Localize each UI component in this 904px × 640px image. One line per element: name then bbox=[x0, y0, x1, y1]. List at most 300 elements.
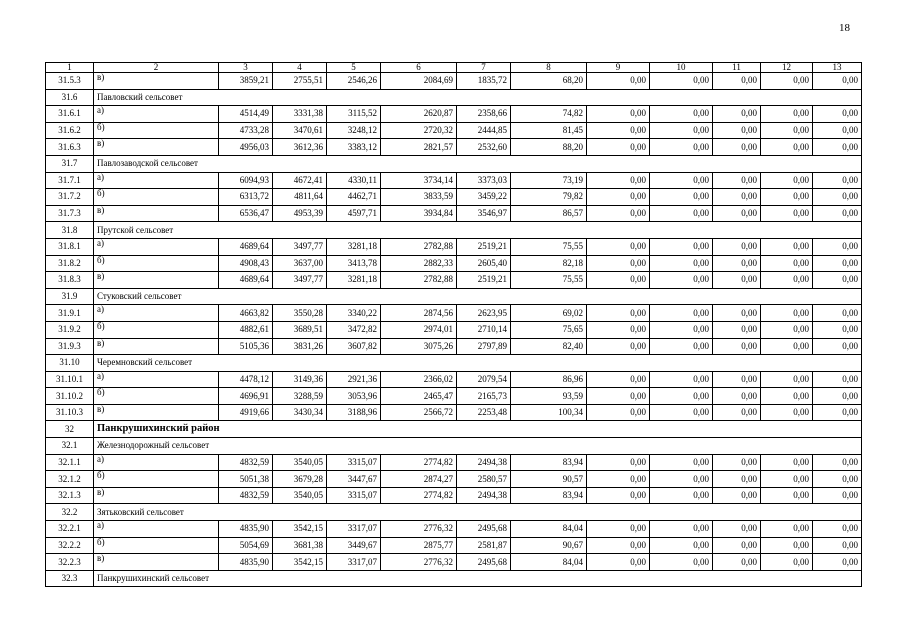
value-cell: 3546,97 bbox=[457, 205, 511, 222]
row-code: 31.6.1 bbox=[46, 106, 94, 123]
value-cell: 2776,32 bbox=[381, 554, 457, 571]
row-code: 31.8.2 bbox=[46, 255, 94, 272]
value-cell: 74,82 bbox=[511, 106, 587, 123]
value-cell: 3315,07 bbox=[327, 487, 381, 504]
value-cell: 2532,60 bbox=[457, 139, 511, 156]
column-header: 2 bbox=[94, 63, 219, 73]
value-cell: 75,55 bbox=[511, 238, 587, 255]
value-cell: 4696,91 bbox=[219, 388, 273, 405]
value-cell: 0,00 bbox=[587, 172, 650, 189]
value-cell: 3607,82 bbox=[327, 338, 381, 355]
value-cell: 0,00 bbox=[761, 255, 813, 272]
value-cell: 0,00 bbox=[713, 73, 761, 90]
value-cell: 3373,03 bbox=[457, 172, 511, 189]
column-header: 11 bbox=[713, 63, 761, 73]
row-variant-label: в) bbox=[94, 139, 219, 156]
value-cell: 0,00 bbox=[761, 404, 813, 421]
value-cell: 3331,38 bbox=[273, 106, 327, 123]
row-code: 31.9 bbox=[46, 288, 94, 305]
group-header-row bbox=[46, 288, 862, 305]
value-cell: 3340,22 bbox=[327, 305, 381, 322]
row-variant-label: а) bbox=[94, 172, 219, 189]
row-variant-label: б) bbox=[94, 321, 219, 338]
value-cell: 2882,33 bbox=[381, 255, 457, 272]
value-cell: 4919,66 bbox=[219, 404, 273, 421]
value-cell: 2720,32 bbox=[381, 122, 457, 139]
value-cell: 90,67 bbox=[511, 537, 587, 554]
table-row bbox=[46, 521, 862, 538]
value-cell: 0,00 bbox=[650, 338, 713, 355]
value-cell: 0,00 bbox=[587, 305, 650, 322]
value-cell: 0,00 bbox=[813, 73, 862, 90]
value-cell: 2366,02 bbox=[381, 371, 457, 388]
value-cell: 2494,38 bbox=[457, 487, 511, 504]
value-cell: 2581,87 bbox=[457, 537, 511, 554]
value-cell: 3833,59 bbox=[381, 189, 457, 206]
value-cell: 0,00 bbox=[713, 404, 761, 421]
value-cell: 0,00 bbox=[713, 255, 761, 272]
value-cell: 0,00 bbox=[650, 172, 713, 189]
value-cell: 3459,22 bbox=[457, 189, 511, 206]
value-cell: 3497,77 bbox=[273, 238, 327, 255]
value-cell: 3383,12 bbox=[327, 139, 381, 156]
value-cell: 2620,87 bbox=[381, 106, 457, 123]
value-cell: 0,00 bbox=[650, 305, 713, 322]
tariff-table bbox=[45, 62, 862, 587]
value-cell: 0,00 bbox=[713, 554, 761, 571]
table-body bbox=[46, 73, 862, 587]
value-cell: 2444,85 bbox=[457, 122, 511, 139]
row-code: 31.6 bbox=[46, 89, 94, 106]
value-cell: 3281,18 bbox=[327, 272, 381, 289]
settlement-title: Железнодорожный сельсовет bbox=[94, 438, 862, 455]
value-cell: 0,00 bbox=[713, 172, 761, 189]
settlement-title: Зятьковский сельсовет bbox=[94, 504, 862, 521]
column-header: 6 bbox=[381, 63, 457, 73]
value-cell: 2519,21 bbox=[457, 238, 511, 255]
row-code: 31.7.3 bbox=[46, 205, 94, 222]
group-header-row bbox=[46, 89, 862, 106]
value-cell: 0,00 bbox=[713, 272, 761, 289]
value-cell: 2580,57 bbox=[457, 471, 511, 488]
value-cell: 0,00 bbox=[587, 272, 650, 289]
table-row bbox=[46, 172, 862, 189]
value-cell: 2782,88 bbox=[381, 238, 457, 255]
value-cell: 0,00 bbox=[587, 371, 650, 388]
value-cell: 6094,93 bbox=[219, 172, 273, 189]
value-cell: 4882,61 bbox=[219, 321, 273, 338]
group-header-row bbox=[46, 504, 862, 521]
value-cell: 4597,71 bbox=[327, 205, 381, 222]
value-cell: 3542,15 bbox=[273, 554, 327, 571]
value-cell: 0,00 bbox=[587, 122, 650, 139]
value-cell: 75,65 bbox=[511, 321, 587, 338]
value-cell: 3831,26 bbox=[273, 338, 327, 355]
value-cell: 0,00 bbox=[650, 454, 713, 471]
value-cell: 0,00 bbox=[713, 471, 761, 488]
table-row bbox=[46, 106, 862, 123]
value-cell: 4956,03 bbox=[219, 139, 273, 156]
value-cell: 3681,38 bbox=[273, 537, 327, 554]
row-variant-label: в) bbox=[94, 272, 219, 289]
value-cell: 3430,34 bbox=[273, 404, 327, 421]
value-cell: 3281,18 bbox=[327, 238, 381, 255]
value-cell: 3540,05 bbox=[273, 454, 327, 471]
value-cell: 0,00 bbox=[813, 122, 862, 139]
value-cell: 0,00 bbox=[761, 205, 813, 222]
value-cell: 0,00 bbox=[587, 321, 650, 338]
value-cell: 82,40 bbox=[511, 338, 587, 355]
table-row bbox=[46, 73, 862, 90]
value-cell: 86,57 bbox=[511, 205, 587, 222]
value-cell: 0,00 bbox=[587, 205, 650, 222]
value-cell: 2084,69 bbox=[381, 73, 457, 90]
table-row bbox=[46, 404, 862, 421]
row-variant-label: а) bbox=[94, 238, 219, 255]
value-cell: 0,00 bbox=[761, 122, 813, 139]
value-cell: 0,00 bbox=[650, 139, 713, 156]
row-variant-label: в) bbox=[94, 487, 219, 504]
group-header-row bbox=[46, 155, 862, 172]
row-code: 32.1.3 bbox=[46, 487, 94, 504]
value-cell: 4462,71 bbox=[327, 189, 381, 206]
value-cell: 2774,82 bbox=[381, 454, 457, 471]
value-cell: 0,00 bbox=[813, 554, 862, 571]
value-cell: 68,20 bbox=[511, 73, 587, 90]
value-cell: 0,00 bbox=[650, 321, 713, 338]
value-cell: 6313,72 bbox=[219, 189, 273, 206]
row-variant-label: а) bbox=[94, 521, 219, 538]
column-header: 1 bbox=[46, 63, 94, 73]
value-cell: 83,94 bbox=[511, 487, 587, 504]
value-cell: 3053,96 bbox=[327, 388, 381, 405]
value-cell: 0,00 bbox=[650, 189, 713, 206]
row-variant-label: б) bbox=[94, 122, 219, 139]
district-title: Панкрушихинский район bbox=[94, 421, 862, 438]
column-header: 8 bbox=[511, 63, 587, 73]
value-cell: 2358,66 bbox=[457, 106, 511, 123]
value-cell: 2874,56 bbox=[381, 305, 457, 322]
value-cell: 3472,82 bbox=[327, 321, 381, 338]
value-cell: 0,00 bbox=[587, 537, 650, 554]
value-cell: 3149,36 bbox=[273, 371, 327, 388]
row-variant-label: б) bbox=[94, 189, 219, 206]
value-cell: 2974,01 bbox=[381, 321, 457, 338]
value-cell: 2797,89 bbox=[457, 338, 511, 355]
value-cell: 0,00 bbox=[761, 471, 813, 488]
value-cell: 5054,69 bbox=[219, 537, 273, 554]
value-cell: 0,00 bbox=[587, 487, 650, 504]
value-cell: 0,00 bbox=[650, 205, 713, 222]
value-cell: 2495,68 bbox=[457, 554, 511, 571]
value-cell: 3075,26 bbox=[381, 338, 457, 355]
row-variant-label: б) bbox=[94, 471, 219, 488]
value-cell: 3734,14 bbox=[381, 172, 457, 189]
value-cell: 0,00 bbox=[650, 106, 713, 123]
value-cell: 2710,14 bbox=[457, 321, 511, 338]
value-cell: 0,00 bbox=[713, 205, 761, 222]
table-row bbox=[46, 454, 862, 471]
settlement-title: Прутской сельсовет bbox=[94, 222, 862, 239]
value-cell: 2874,27 bbox=[381, 471, 457, 488]
column-header: 9 bbox=[587, 63, 650, 73]
value-cell: 3470,61 bbox=[273, 122, 327, 139]
row-code: 31.8 bbox=[46, 222, 94, 239]
value-cell: 3540,05 bbox=[273, 487, 327, 504]
row-code: 32.2.2 bbox=[46, 537, 94, 554]
row-code: 32 bbox=[46, 421, 94, 438]
value-cell: 3288,59 bbox=[273, 388, 327, 405]
value-cell: 0,00 bbox=[587, 73, 650, 90]
value-cell: 0,00 bbox=[650, 255, 713, 272]
value-cell: 0,00 bbox=[713, 537, 761, 554]
value-cell: 0,00 bbox=[761, 487, 813, 504]
value-cell: 2519,21 bbox=[457, 272, 511, 289]
settlement-title: Черемновский сельсовет bbox=[94, 355, 862, 372]
row-variant-label: в) bbox=[94, 73, 219, 90]
value-cell: 0,00 bbox=[713, 106, 761, 123]
value-cell: 88,20 bbox=[511, 139, 587, 156]
value-cell: 2821,57 bbox=[381, 139, 457, 156]
column-header: 3 bbox=[219, 63, 273, 73]
row-code: 31.8.3 bbox=[46, 272, 94, 289]
column-header: 5 bbox=[327, 63, 381, 73]
value-cell: 79,82 bbox=[511, 189, 587, 206]
value-cell: 0,00 bbox=[713, 338, 761, 355]
value-cell: 2566,72 bbox=[381, 404, 457, 421]
table-row bbox=[46, 338, 862, 355]
group-header-row bbox=[46, 222, 862, 239]
value-cell: 86,96 bbox=[511, 371, 587, 388]
row-code: 31.10.1 bbox=[46, 371, 94, 388]
value-cell: 0,00 bbox=[650, 471, 713, 488]
value-cell: 0,00 bbox=[587, 139, 650, 156]
row-code: 31.5.3 bbox=[46, 73, 94, 90]
value-cell: 2774,82 bbox=[381, 487, 457, 504]
row-code: 31.7 bbox=[46, 155, 94, 172]
value-cell: 0,00 bbox=[650, 272, 713, 289]
row-variant-label: а) bbox=[94, 371, 219, 388]
value-cell: 82,18 bbox=[511, 255, 587, 272]
value-cell: 3859,21 bbox=[219, 73, 273, 90]
value-cell: 2465,47 bbox=[381, 388, 457, 405]
row-code: 31.9.1 bbox=[46, 305, 94, 322]
settlement-title: Павлозаводской сельсовет bbox=[94, 155, 862, 172]
value-cell: 5051,38 bbox=[219, 471, 273, 488]
value-cell: 2875,77 bbox=[381, 537, 457, 554]
value-cell: 2253,48 bbox=[457, 404, 511, 421]
value-cell: 0,00 bbox=[813, 305, 862, 322]
value-cell: 0,00 bbox=[587, 106, 650, 123]
table-row bbox=[46, 272, 862, 289]
value-cell: 3612,36 bbox=[273, 139, 327, 156]
value-cell: 0,00 bbox=[813, 471, 862, 488]
value-cell: 0,00 bbox=[587, 404, 650, 421]
value-cell: 73,19 bbox=[511, 172, 587, 189]
value-cell: 4689,64 bbox=[219, 272, 273, 289]
value-cell: 0,00 bbox=[587, 338, 650, 355]
value-cell: 0,00 bbox=[813, 172, 862, 189]
page-number: 18 bbox=[839, 22, 850, 34]
value-cell: 0,00 bbox=[813, 205, 862, 222]
value-cell: 6536,47 bbox=[219, 205, 273, 222]
value-cell: 3637,00 bbox=[273, 255, 327, 272]
row-variant-label: а) bbox=[94, 106, 219, 123]
value-cell: 2623,95 bbox=[457, 305, 511, 322]
value-cell: 0,00 bbox=[713, 371, 761, 388]
value-cell: 2494,38 bbox=[457, 454, 511, 471]
row-code: 31.9.3 bbox=[46, 338, 94, 355]
row-code: 31.6.2 bbox=[46, 122, 94, 139]
value-cell: 3315,07 bbox=[327, 454, 381, 471]
value-cell: 0,00 bbox=[650, 122, 713, 139]
value-cell: 3934,84 bbox=[381, 205, 457, 222]
group-header-row bbox=[46, 570, 862, 587]
column-header: 7 bbox=[457, 63, 511, 73]
table-row bbox=[46, 554, 862, 571]
row-variant-label: б) bbox=[94, 388, 219, 405]
value-cell: 0,00 bbox=[713, 189, 761, 206]
value-cell: 0,00 bbox=[713, 521, 761, 538]
value-cell: 0,00 bbox=[761, 139, 813, 156]
value-cell: 0,00 bbox=[713, 122, 761, 139]
value-cell: 2921,36 bbox=[327, 371, 381, 388]
value-cell: 4689,64 bbox=[219, 238, 273, 255]
value-cell: 0,00 bbox=[761, 388, 813, 405]
value-cell: 2776,32 bbox=[381, 521, 457, 538]
value-cell: 2782,88 bbox=[381, 272, 457, 289]
settlement-title: Стуковский сельсовет bbox=[94, 288, 862, 305]
value-cell: 0,00 bbox=[650, 371, 713, 388]
row-code: 32.3 bbox=[46, 570, 94, 587]
value-cell: 0,00 bbox=[650, 404, 713, 421]
value-cell: 0,00 bbox=[761, 537, 813, 554]
section-header-row bbox=[46, 421, 862, 438]
group-header-row bbox=[46, 438, 862, 455]
value-cell: 4733,28 bbox=[219, 122, 273, 139]
value-cell: 0,00 bbox=[813, 388, 862, 405]
table-row bbox=[46, 255, 862, 272]
value-cell: 0,00 bbox=[650, 388, 713, 405]
value-cell: 0,00 bbox=[813, 454, 862, 471]
value-cell: 2495,68 bbox=[457, 521, 511, 538]
value-cell: 0,00 bbox=[813, 238, 862, 255]
value-cell: 93,59 bbox=[511, 388, 587, 405]
value-cell: 0,00 bbox=[650, 554, 713, 571]
value-cell: 0,00 bbox=[761, 305, 813, 322]
value-cell: 3413,78 bbox=[327, 255, 381, 272]
row-code: 32.1 bbox=[46, 438, 94, 455]
value-cell: 0,00 bbox=[713, 238, 761, 255]
value-cell: 4663,82 bbox=[219, 305, 273, 322]
value-cell: 0,00 bbox=[813, 338, 862, 355]
row-variant-label: б) bbox=[94, 537, 219, 554]
table-row bbox=[46, 122, 862, 139]
value-cell: 90,57 bbox=[511, 471, 587, 488]
value-cell: 0,00 bbox=[587, 255, 650, 272]
table-row bbox=[46, 305, 862, 322]
value-cell: 0,00 bbox=[813, 189, 862, 206]
value-cell: 0,00 bbox=[587, 454, 650, 471]
value-cell: 0,00 bbox=[813, 272, 862, 289]
value-cell: 0,00 bbox=[650, 487, 713, 504]
group-header-row bbox=[46, 355, 862, 372]
row-code: 32.1.2 bbox=[46, 471, 94, 488]
row-code: 32.1.1 bbox=[46, 454, 94, 471]
value-cell: 84,04 bbox=[511, 554, 587, 571]
value-cell: 0,00 bbox=[813, 371, 862, 388]
row-code: 31.9.2 bbox=[46, 321, 94, 338]
table-row bbox=[46, 537, 862, 554]
column-header: 12 bbox=[761, 63, 813, 73]
table-row bbox=[46, 487, 862, 504]
table-row bbox=[46, 139, 862, 156]
value-cell: 2079,54 bbox=[457, 371, 511, 388]
value-cell: 0,00 bbox=[813, 487, 862, 504]
value-cell: 4908,43 bbox=[219, 255, 273, 272]
table-header-row bbox=[46, 63, 862, 73]
value-cell: 3188,96 bbox=[327, 404, 381, 421]
value-cell: 3679,28 bbox=[273, 471, 327, 488]
value-cell: 0,00 bbox=[587, 521, 650, 538]
value-cell: 0,00 bbox=[650, 73, 713, 90]
value-cell: 0,00 bbox=[761, 454, 813, 471]
value-cell: 0,00 bbox=[761, 189, 813, 206]
value-cell: 0,00 bbox=[587, 471, 650, 488]
value-cell: 2755,51 bbox=[273, 73, 327, 90]
value-cell: 4835,90 bbox=[219, 521, 273, 538]
value-cell: 0,00 bbox=[761, 172, 813, 189]
value-cell: 0,00 bbox=[587, 554, 650, 571]
row-code: 31.10.3 bbox=[46, 404, 94, 421]
value-cell: 4832,59 bbox=[219, 454, 273, 471]
row-code: 31.7.1 bbox=[46, 172, 94, 189]
row-code: 31.10.2 bbox=[46, 388, 94, 405]
value-cell: 0,00 bbox=[813, 404, 862, 421]
row-variant-label: в) bbox=[94, 554, 219, 571]
value-cell: 0,00 bbox=[761, 272, 813, 289]
value-cell: 84,04 bbox=[511, 521, 587, 538]
value-cell: 69,02 bbox=[511, 305, 587, 322]
row-code: 31.7.2 bbox=[46, 189, 94, 206]
settlement-title: Павловский сельсовет bbox=[94, 89, 862, 106]
value-cell: 4832,59 bbox=[219, 487, 273, 504]
row-code: 32.2.1 bbox=[46, 521, 94, 538]
value-cell: 0,00 bbox=[761, 338, 813, 355]
value-cell: 0,00 bbox=[650, 521, 713, 538]
table-row bbox=[46, 321, 862, 338]
value-cell: 2605,40 bbox=[457, 255, 511, 272]
table-row bbox=[46, 189, 862, 206]
value-cell: 75,55 bbox=[511, 272, 587, 289]
table-row bbox=[46, 205, 862, 222]
row-code: 31.8.1 bbox=[46, 238, 94, 255]
row-variant-label: в) bbox=[94, 205, 219, 222]
value-cell: 4514,49 bbox=[219, 106, 273, 123]
row-variant-label: б) bbox=[94, 255, 219, 272]
value-cell: 0,00 bbox=[650, 238, 713, 255]
row-code: 32.2 bbox=[46, 504, 94, 521]
value-cell: 3115,52 bbox=[327, 106, 381, 123]
row-code: 31.10 bbox=[46, 355, 94, 372]
value-cell: 0,00 bbox=[713, 388, 761, 405]
value-cell: 4478,12 bbox=[219, 371, 273, 388]
value-cell: 0,00 bbox=[587, 388, 650, 405]
row-variant-label: а) bbox=[94, 305, 219, 322]
value-cell: 0,00 bbox=[587, 189, 650, 206]
value-cell: 0,00 bbox=[713, 487, 761, 504]
value-cell: 0,00 bbox=[761, 521, 813, 538]
